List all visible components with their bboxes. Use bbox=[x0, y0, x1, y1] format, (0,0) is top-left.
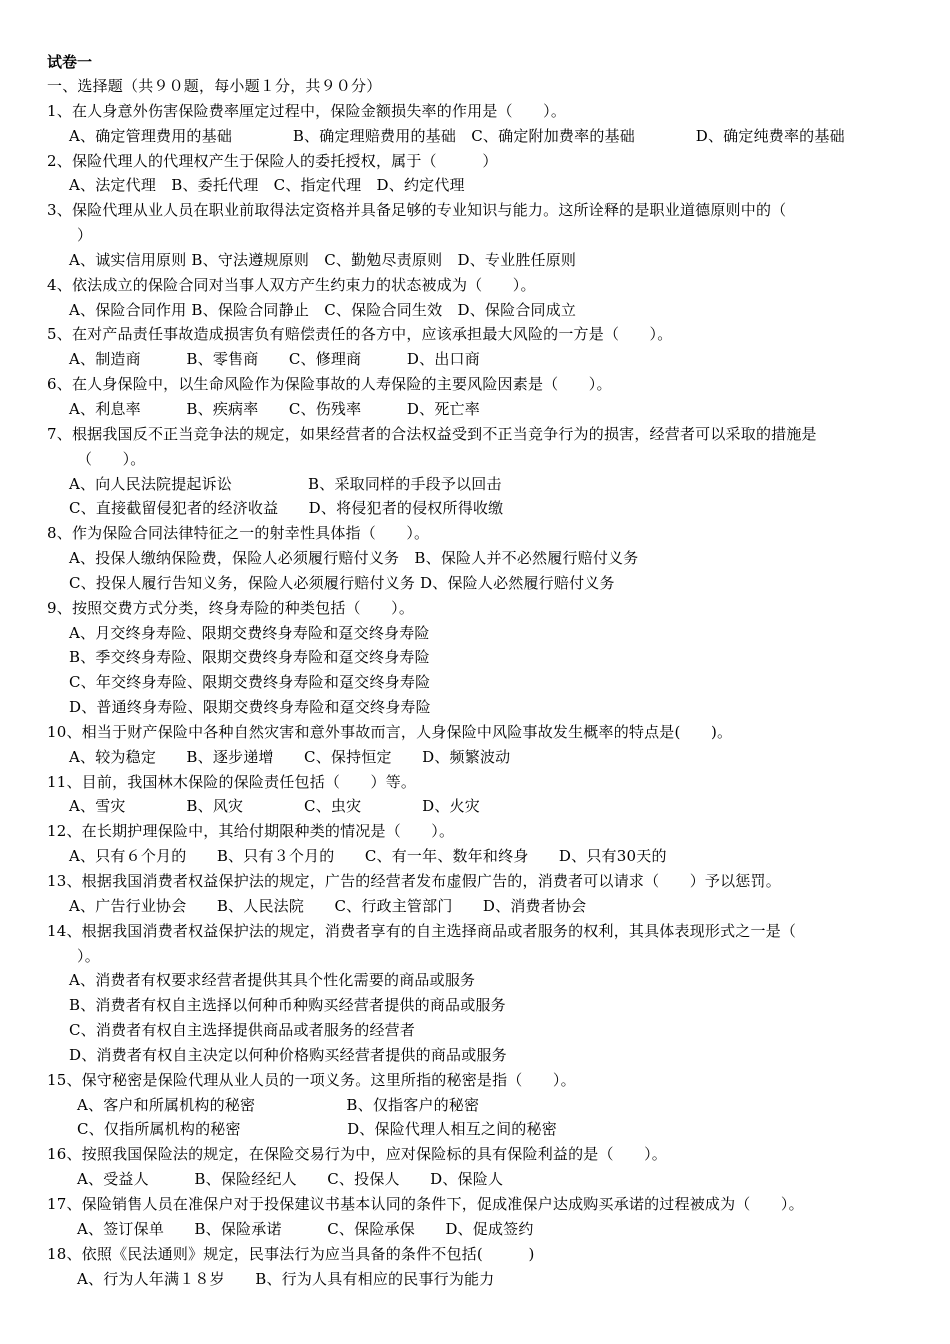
question-stem: 7、根据我国反不正当竞争法的规定，如果经营者的合法权益受到不正当竞争行为的损害，经营者可以采取的措施是 bbox=[47, 424, 817, 443]
answer-options: A、利息率 B、疾病率 C、伤残率 D、死亡率 bbox=[69, 399, 480, 418]
section-heading: 一、选择题（共９０题，每小题１分，共９０分） bbox=[47, 77, 382, 95]
question-stem: 16、按照我国保险法的规定，在保险交易行为中，应对保险标的具有保险利益的是（ ）。 bbox=[47, 1145, 667, 1164]
answer-options: D、普通终身寿险、限期交费终身寿险和趸交终身寿险 bbox=[69, 698, 431, 717]
answer-options: A、客户和所属机构的秘密 B、仅指客户的秘密 bbox=[77, 1095, 480, 1114]
answer-options: C、直接截留侵犯者的经济收益 D、将侵犯者的侵权所得收缴 bbox=[69, 499, 504, 518]
question-stem-continuation: （ ）。 bbox=[77, 449, 146, 468]
answer-options: B、消费者有权自主选择以何种币种购买经营者提供的商品或服务 bbox=[69, 996, 506, 1015]
question-stem: 11、目前，我国林木保险的保险责任包括（ ）等。 bbox=[47, 772, 417, 791]
answer-options: A、行为人年满１８岁 B、行为人具有相应的民事行为能力 bbox=[77, 1269, 495, 1288]
answer-options: A、确定管理费用的基础 B、确定理赔费用的基础 C、确定附加费率的基础 D、确定纯费率的基础 bbox=[69, 126, 845, 145]
answer-options: A、诚实信用原则 B、守法遵规原则 C、勤勉尽责原则 D、专业胜任原则 bbox=[69, 250, 577, 269]
question-stem: 15、保守秘密是保险代理从业人员的一项义务。这里所指的秘密是指（ ）。 bbox=[47, 1070, 576, 1089]
answer-options: C、消费者有权自主选择提供商品或者服务的经营者 bbox=[69, 1021, 416, 1040]
answer-options: A、制造商 B、零售商 C、修理商 D、出口商 bbox=[69, 350, 480, 369]
answer-options: C、仅指所属机构的秘密 D、保险代理人相互之间的秘密 bbox=[77, 1120, 557, 1139]
question-stem: 1、在人身意外伤害保险费率厘定过程中，保险金额损失率的作用是（ ）。 bbox=[47, 101, 567, 120]
answer-options: B、季交终身寿险、限期交费终身寿险和趸交终身寿险 bbox=[69, 648, 430, 667]
question-list bbox=[47, 99, 917, 1292]
exam-title: 试卷一 bbox=[47, 53, 93, 71]
question-stem: 13、根据我国消费者权益保护法的规定，广告的经营者发布虚假广告的，消费者可以请求（ ）予以惩罚。 bbox=[47, 872, 781, 890]
answer-options: D、消费者有权自主决定以何种价格购买经营者提供的商品或服务 bbox=[69, 1045, 507, 1064]
question-stem: 4、依法成立的保险合同对当事人双方产生约束力的状态被成为（ ）。 bbox=[47, 275, 536, 294]
question-stem: 6、在人身保险中，以生命风险作为保险事故的人寿保险的主要风险因素是（ ）。 bbox=[47, 375, 612, 394]
answer-options: A、签订保单 B、保险承诺 C、保险承保 D、促成签约 bbox=[77, 1219, 534, 1238]
answer-options: A、雪灾 B、风灾 C、虫灾 D、火灾 bbox=[69, 797, 480, 816]
exam-page bbox=[47, 50, 917, 1291]
answer-options: A、向人民法院提起诉讼 B、采取同样的手段予以回击 bbox=[69, 474, 502, 493]
answer-options: A、投保人缴纳保险费，保险人必须履行赔付义务 B、保险人并不必然履行赔付义务 bbox=[69, 549, 639, 568]
question-stem: 8、作为保险合同法律特征之一的射幸性具体指（ ）。 bbox=[47, 524, 430, 543]
question-stem: 14、根据我国消费者权益保护法的规定，消费者享有的自主选择商品或者服务的权利，其具体表现形式之一是（ bbox=[47, 921, 797, 940]
question-stem-continuation: ）。 bbox=[77, 946, 100, 965]
answer-options: A、只有６个月的 B、只有３个月的 C、有一年、数年和终身 D、只有30天的 bbox=[69, 847, 667, 866]
answer-options: A、法定代理 B、委托代理 C、指定代理 D、约定代理 bbox=[69, 176, 465, 195]
answer-options: A、广告行业协会 B、人民法院 C、行政主管部门 D、消费者协会 bbox=[69, 896, 587, 915]
answer-options: A、保险合同作用 B、保险合同静止 C、保险合同生效 D、保险合同成立 bbox=[69, 300, 577, 319]
answer-options: A、消费者有权要求经营者提供其具个性化需要的商品或服务 bbox=[69, 971, 476, 990]
question-stem: 10、相当于财产保险中各种自然灾害和意外事故而言，人身保险中风险事故发生概率的特点是( )。 bbox=[47, 722, 733, 741]
question-stem: 2、保险代理人的代理权产生于保险人的委托授权，属于（ ） bbox=[47, 151, 498, 170]
question-stem: 5、在对产品责任事故造成损害负有赔偿责任的各方中，应该承担最大风险的一方是（ ）。 bbox=[47, 325, 673, 344]
question-stem: 3、保险代理从业人员在职业前取得法定资格并具备足够的专业知识与能力。这所诠释的是职业道德原则中的（ bbox=[47, 201, 787, 220]
question-stem: 18、依照《民法通则》规定，民事法行为应当具备的条件不包括( ) bbox=[47, 1244, 535, 1263]
answer-options: A、受益人 B、保险经纪人 C、投保人 D、保险人 bbox=[77, 1170, 504, 1189]
question-stem: 17、保险销售人员在准保户对于投保建议书基本认同的条件下，促成准保户达成购买承诺的过程被成为（ ）。 bbox=[47, 1194, 804, 1213]
answer-options: C、投保人履行告知义务，保险人必须履行赔付义务 D、保险人必然履行赔付义务 bbox=[69, 573, 615, 592]
answer-options: C、年交终身寿险、限期交费终身寿险和趸交终身寿险 bbox=[69, 673, 431, 692]
answer-options: A、月交终身寿险、限期交费终身寿险和趸交终身寿险 bbox=[69, 623, 430, 642]
question-stem: 12、在长期护理保险中，其给付期限种类的情况是（ ）。 bbox=[47, 822, 455, 841]
question-stem: 9、按照交费方式分类，终身寿险的种类包括（ ）。 bbox=[47, 598, 415, 617]
answer-options: A、较为稳定 B、逐步递增 C、保持恒定 D、频繁波动 bbox=[69, 747, 511, 766]
question-stem-continuation: ） bbox=[77, 226, 93, 245]
